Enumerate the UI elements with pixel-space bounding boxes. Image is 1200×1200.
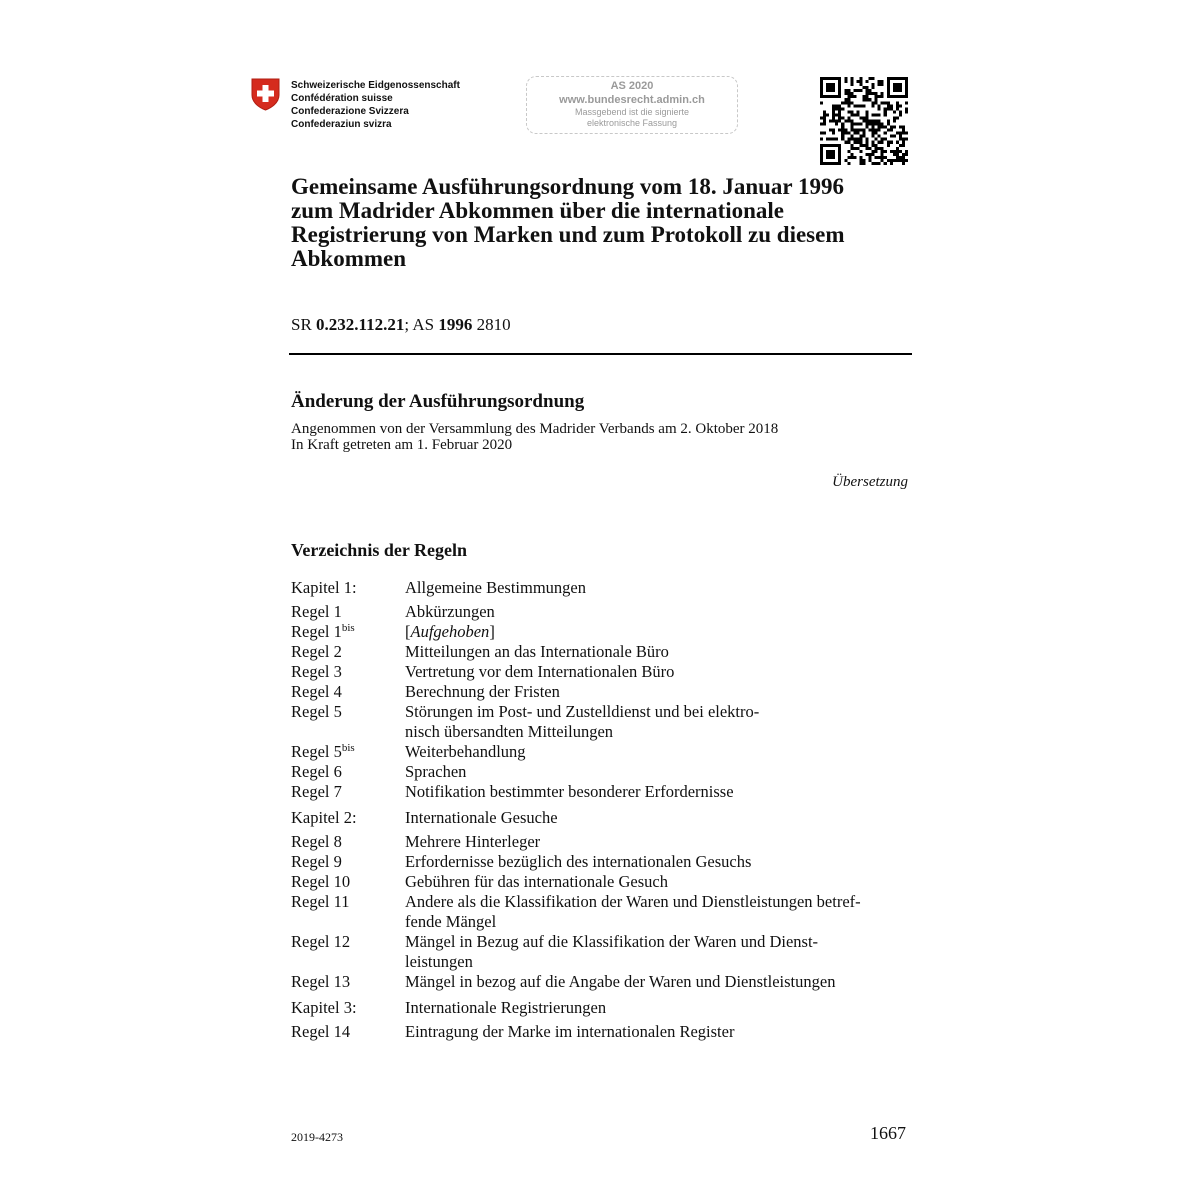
toc-title	[405, 892, 916, 932]
title-line: zum Madrider Abkommen über die internationale	[291, 198, 785, 223]
toc-rule-row	[291, 892, 916, 932]
document-number: 2019-4273	[291, 1130, 343, 1144]
toc-chapter-row	[291, 998, 916, 1018]
toc-number	[291, 742, 405, 762]
toc-number-label: Regel 6	[291, 762, 342, 781]
toc-title-line: Allgemeine Bestimmungen	[405, 578, 587, 597]
toc-title	[405, 1022, 916, 1042]
title-line: Registrierung von Marken und zum Protokoll zu diesem	[291, 222, 845, 247]
in-force-date: In Kraft getreten am 1. Februar 2020	[291, 437, 513, 453]
stamp-url: www.bundesrecht.admin.ch	[559, 94, 705, 106]
toc-title-line: Weiterbehandlung	[405, 742, 526, 761]
toc-number	[291, 892, 405, 932]
confederation-name-rm: Confederaziun svizra	[291, 119, 392, 130]
toc-rule-row	[291, 782, 916, 802]
adopted-date: Angenommen von der Versammlung des Madrider Verbands am 2. Oktober 2018	[291, 421, 779, 437]
toc-heading: Verzeichnis der Regeln	[291, 540, 467, 560]
toc-title-line: Vertretung vor dem Internationalen Büro	[405, 662, 675, 681]
swiss-coat-of-arms-icon	[251, 78, 280, 111]
toc-chapter-row	[291, 578, 916, 598]
toc-title	[405, 872, 916, 892]
toc-rule-row	[291, 762, 916, 782]
toc-number	[291, 702, 405, 742]
toc-number-label: Regel 5	[291, 742, 342, 761]
toc-title-line: Internationale Gesuche	[405, 808, 558, 827]
toc-number-label: Regel 13	[291, 972, 351, 991]
toc-number-label: Kapitel 2:	[291, 808, 357, 827]
toc-title-line: Mitteilungen an das Internationale Büro	[405, 642, 669, 661]
title-line: Abkommen	[291, 246, 407, 271]
toc-title-line: fende Mängel	[405, 912, 497, 931]
toc-rule-row	[291, 602, 916, 622]
toc-number	[291, 578, 405, 598]
toc-number	[291, 832, 405, 852]
toc-title-line: Erfordernisse bezüglich des internationalen Gesuchs	[405, 852, 752, 871]
qr-code-icon	[820, 77, 908, 165]
toc-title-line: Mehrere Hinterleger	[405, 832, 541, 851]
toc-number-label: Regel 3	[291, 662, 342, 681]
toc-rule-row	[291, 642, 916, 662]
toc-title-line: Internationale Registrierungen	[405, 998, 607, 1017]
toc-number	[291, 972, 405, 992]
toc-rule-row	[291, 872, 916, 892]
toc-title	[405, 852, 916, 872]
toc-chapter-row	[291, 808, 916, 828]
toc-number-label: Regel 12	[291, 932, 351, 951]
sr-reference	[291, 315, 511, 335]
toc-title	[405, 642, 916, 662]
toc-title-line: Berechnung der Fristen	[405, 682, 560, 701]
toc-number	[291, 682, 405, 702]
toc-rule-row	[291, 622, 916, 642]
toc-number	[291, 662, 405, 682]
toc-number-label: Regel 2	[291, 642, 342, 661]
document-title	[291, 175, 911, 271]
toc-number-label: Regel 1	[291, 602, 342, 621]
toc-title-line: Abkürzungen	[405, 602, 495, 621]
toc-title	[405, 932, 916, 972]
toc-title	[405, 832, 916, 852]
toc-rule-row	[291, 932, 916, 972]
toc-rule-row	[291, 682, 916, 702]
toc-number	[291, 872, 405, 892]
toc-title	[405, 782, 916, 802]
toc-title-line: Notifikation bestimmter besonderer Erfordernisse	[405, 782, 734, 801]
toc-number-label: Regel 9	[291, 852, 342, 871]
toc-title	[405, 998, 916, 1018]
toc-number	[291, 602, 405, 622]
toc-number-label: Regel 10	[291, 872, 351, 891]
stamp-note-2: elektronische Fassung	[586, 118, 678, 128]
toc-rule-row	[291, 832, 916, 852]
amendment-heading: Änderung der Ausführungsordnung	[291, 391, 585, 412]
official-publication-stamp	[526, 76, 738, 134]
toc-title: [Aufgehoben]	[405, 622, 495, 641]
toc-title	[405, 762, 916, 782]
toc-number	[291, 852, 405, 872]
title-line: Gemeinsame Ausführungsordnung vom 18. Januar 1996	[291, 174, 844, 199]
toc-number-label: Regel 4	[291, 682, 342, 701]
confederation-name-fr: Confédération suisse	[291, 93, 393, 104]
toc-title	[405, 682, 916, 702]
toc-title	[405, 578, 916, 598]
sr-prefix: SR	[291, 315, 317, 334]
toc-number	[291, 642, 405, 662]
toc-title-line: Mängel in bezog auf die Angabe der Waren und Dienstleistungen	[405, 972, 836, 991]
toc-number-label: Regel 5	[291, 702, 342, 721]
as-year: 1996	[438, 315, 473, 334]
sr-number: 0.232.112.21	[316, 315, 405, 334]
toc-number	[291, 932, 405, 972]
toc-number-label: Regel 7	[291, 782, 342, 801]
confederation-names	[291, 79, 460, 131]
toc-number-label: Kapitel 3:	[291, 998, 357, 1017]
stamp-note-1: Massgebend ist die signierte	[574, 107, 690, 117]
toc-title	[405, 702, 916, 742]
toc-title-line: Sprachen	[405, 762, 467, 781]
stamp-edition: AS 2020	[610, 80, 654, 92]
toc-number-label: Regel 8	[291, 832, 342, 851]
toc-title	[405, 808, 916, 828]
table-of-contents	[291, 578, 916, 1042]
toc-number	[291, 782, 405, 802]
toc-number-label: Regel 11	[291, 892, 350, 911]
toc-title-line: leistungen	[405, 952, 473, 971]
toc-number	[291, 622, 405, 642]
toc-title	[405, 742, 916, 762]
toc-rule-row	[291, 662, 916, 682]
toc-number	[291, 808, 405, 828]
toc-title-line: Gebühren für das internationale Gesuch	[405, 872, 668, 891]
toc-title-line: Eintragung der Marke im internationalen Register	[405, 1022, 735, 1041]
as-page: 2810	[472, 315, 511, 334]
page-number: 1667	[870, 1123, 906, 1143]
toc-number	[291, 1022, 405, 1042]
confederation-name-it: Confederazione Svizzera	[291, 106, 409, 117]
toc-number-label: Regel 1	[291, 622, 342, 641]
toc-rule-row	[291, 972, 916, 992]
confederation-name-de: Schweizerische Eidgenossenschaft	[291, 80, 460, 91]
toc-title-line: Andere als die Klassifikation der Waren und Dienstleistungen betref-	[405, 892, 861, 911]
toc-number	[291, 998, 405, 1018]
adoption-info	[291, 421, 778, 453]
toc-title-line: nisch übersandten Mitteilungen	[405, 722, 614, 741]
toc-title-line: Störungen im Post- und Zustelldienst und bei elektro-	[405, 702, 760, 721]
toc-title	[405, 602, 916, 622]
toc-number-label: Kapitel 1:	[291, 578, 357, 597]
toc-rule-row	[291, 852, 916, 872]
toc-number-suffix: bis	[341, 622, 355, 634]
as-separator: ; AS	[404, 315, 439, 334]
toc-title-italic: Aufgehoben	[410, 622, 490, 641]
toc-rule-row	[291, 742, 916, 762]
translation-note: Übersetzung	[832, 474, 908, 490]
toc-title	[405, 972, 916, 992]
horizontal-rule	[289, 353, 912, 355]
toc-rule-row	[291, 1022, 916, 1042]
toc-number-label: Regel 14	[291, 1022, 351, 1041]
toc-number	[291, 762, 405, 782]
toc-number-suffix: bis	[341, 742, 355, 754]
toc-title-line: Mängel in Bezug auf die Klassifikation der Waren und Dienst-	[405, 932, 819, 951]
toc-title	[405, 662, 916, 682]
toc-rule-row	[291, 702, 916, 742]
